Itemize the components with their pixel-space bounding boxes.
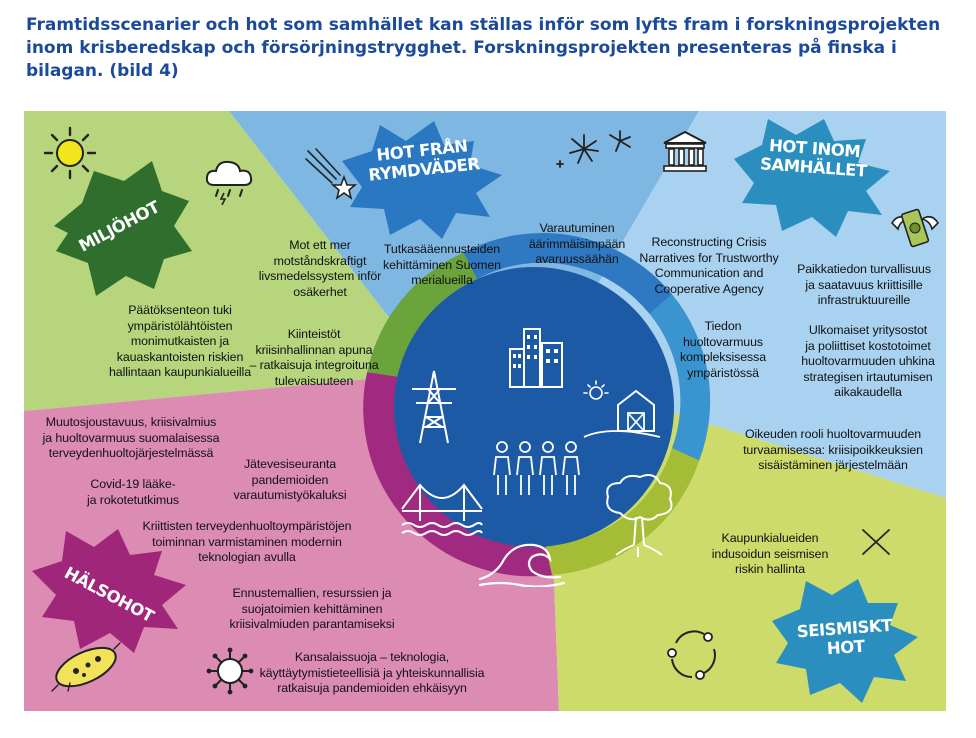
- environment-item: Kiinteistöt kriisinhallinnan apuna – ratkaisuja integroituna tulevaisuuteen: [249, 327, 379, 388]
- government-building-icon: [660, 129, 710, 175]
- space-item: Varautuminen äärimmäisimpään avaruussäähän: [528, 221, 626, 266]
- virus-icon: [204, 645, 256, 697]
- category-label-space: HOT FRÅN RYMDVÄDER: [367, 136, 481, 185]
- circular-arrows-icon: [664, 625, 722, 683]
- tree-icon: [600, 471, 678, 559]
- category-label-society: HOT INOM SAMHÄLLET: [759, 135, 868, 181]
- winged-money-icon: [888, 205, 942, 251]
- farm-barn-icon: [580, 379, 662, 441]
- rain-cloud-icon: [202, 155, 258, 205]
- bridge-icon: [400, 481, 484, 539]
- sun-icon: [42, 125, 98, 181]
- power-pylon-icon: [406, 367, 462, 445]
- space-item: Tutkasääennusteiden kehittäminen Suomen merialueilla: [383, 242, 501, 287]
- society-item: Oikeuden rooli huoltovarmuuden turvaamisessa: kriisipoikkeuksien sisäistäminen järjestelmään: [743, 427, 923, 472]
- environment-item: Mot ett mer motståndskraftigt livsmedelssystem inför osäkerhet: [258, 238, 382, 299]
- seismic-item: Kaupunkialueiden indusoidun seismisen riskin hallinta: [711, 531, 829, 576]
- health-item: Kriittisten terveydenhuoltoympäristöjen toiminnan varmistaminen modernin teknologian avulla: [142, 519, 352, 564]
- society-item: Ulkomaiset yritysostot ja poliittiset kostotoimet huoltovarmuuden uhkina strategisen irtautumisen aikakaudella: [801, 323, 935, 399]
- bacterium-icon: [48, 637, 124, 697]
- category-label-health: HÄLSOHOT: [61, 563, 157, 626]
- city-buildings-icon: [502, 323, 572, 389]
- wave-icon: [476, 531, 568, 587]
- earthquake-cross-icon: [860, 527, 892, 557]
- people-group-icon: [490, 439, 582, 499]
- figure-heading: Framtidsscenarier och hot som samhället kan ställas inför som lyfts fram i forskningsprojekten inom krisberedskap och försörjningstrygghet. Forskningsprojekten presenteras på finska i bilagan. (bild 4): [26, 15, 941, 81]
- health-item: Covid-19 lääke- ja rokotetutkimus: [87, 477, 179, 507]
- health-item: Jätevesiseuranta pandemioiden varautumistyökaluksi: [233, 457, 347, 502]
- health-item: Ennustemallien, resurssien ja suojatoimien kehittäminen kriisivalmiuden parantamiseksi: [229, 586, 395, 631]
- health-item: Muutosjoustavuus, kriisivalmius ja huoltovarmuus suomalaisessa terveydenhuoltojärjestelmässä: [42, 415, 220, 460]
- shooting-star-icon: [302, 147, 362, 201]
- threat-scenarios-figure: [24, 111, 946, 711]
- environment-item: Päätöksenteon tuki ympäristölähtöisten monimutkaisten ja kauaskantoisten riskien hallintaan kaupunkialueilla: [109, 303, 251, 379]
- society-item: Tiedon huoltovarmuus kompleksisessa ympäristössä: [679, 319, 767, 380]
- category-label-seismic: SEISMISKT HOT: [796, 615, 893, 659]
- society-item: Reconstructing Crisis Narratives for Trustworthy Communication and Cooperative Agency: [639, 235, 779, 296]
- health-item: Kansalaissuoja – teknologia, käyttäytymistieteellisiä ja yhteiskunnallisia ratkaisuja pandemioiden ehkäisyyn: [259, 650, 485, 695]
- category-label-environment: MILJÖHOT: [75, 197, 163, 256]
- fireworks-icon: [544, 119, 644, 181]
- society-item: Paikkatiedon turvallisuus ja saatavuus kriittisille infrastruktuureille: [797, 262, 931, 307]
